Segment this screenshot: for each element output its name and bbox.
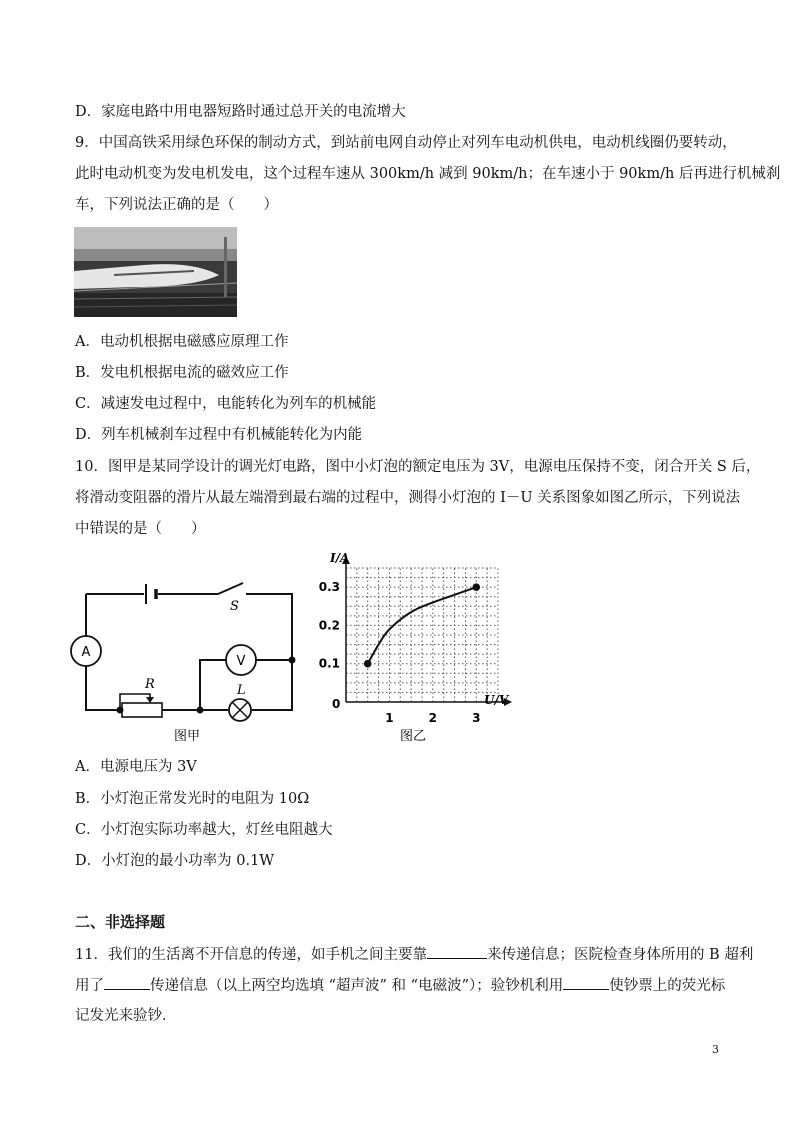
- page-number: 3: [712, 1043, 719, 1056]
- lamp-symbol: [229, 699, 251, 721]
- q9-option-c: C．减速发电过程中，电能转化为列车的机械能: [75, 396, 377, 412]
- q9-option-a: A．电动机根据电磁感应原理工作: [75, 334, 289, 350]
- chart-axes: [342, 556, 512, 706]
- q9-option-b: B．发电机根据电流的磁效应工作: [75, 365, 289, 381]
- x-tick-label: 2: [428, 711, 438, 725]
- q11-text-2b: 传递信息（以上两空均选填 “超声波” 和 “电磁波”）；验钞机利用: [150, 978, 564, 994]
- q11-blank-1[interactable]: [427, 944, 487, 959]
- x-tick-label: 3: [472, 711, 481, 725]
- q11-text-1b: 来传递信息；医院检查身体所用的 B 超利: [486, 947, 754, 963]
- q10-option-c: C．小灯泡实际功率越大，灯丝电阻越大: [75, 822, 333, 838]
- ammeter-symbol: [71, 636, 101, 666]
- voltmeter-symbol: [226, 645, 256, 675]
- q9-option-d: D．列车机械刹车过程中有机械能转化为内能: [75, 427, 363, 443]
- y-tick-label: 0.1: [318, 656, 340, 671]
- q11-text-2a: 用了: [75, 978, 104, 994]
- x-axis-label: U/V: [484, 693, 509, 707]
- circuit-diagram: [68, 570, 313, 750]
- switch-label: S: [230, 599, 239, 614]
- lamp-label: L: [237, 683, 246, 698]
- q11-text-1a: 11．我们的生活离不开信息的传递，如手机之间主要靠: [75, 947, 427, 963]
- train-photo: [74, 227, 237, 317]
- q10-option-d: D．小灯泡的最小功率为 0.1W: [75, 853, 275, 869]
- x-tick-label: 1: [385, 711, 394, 725]
- y-tick-label: 0.2: [318, 618, 340, 633]
- circuit-caption: 图甲: [174, 729, 201, 744]
- iu-graph: [318, 548, 518, 748]
- q11-line-3: 记发光来验钞．: [75, 1008, 177, 1024]
- ammeter-label: A: [81, 645, 91, 660]
- graph-caption: 图乙: [400, 729, 427, 744]
- q11-line-1: [75, 944, 753, 965]
- q10-stem-line-1: 10．图甲是某同学设计的调光灯电路，图中小灯泡的额定电压为 3V，电源电压保持不变，闭合开关 S 后，: [75, 459, 761, 475]
- q11-blank-2[interactable]: [104, 975, 150, 990]
- q8-option-d: D．家庭电路中用电器短路时通过总开关的电流增大: [75, 104, 406, 120]
- q11-blank-3[interactable]: [563, 975, 609, 990]
- q10-option-a: A．电源电压为 3V: [75, 759, 197, 775]
- q9-stem-line-1: 9．中国高铁采用绿色环保的制动方式，到站前电网自动停止对列车电动机供电，电动机线圈仍要转动，: [75, 135, 737, 151]
- curve-endpoint: [364, 660, 372, 668]
- q9-stem-line-2: 此时电动机变为发电机发电，这个过程车速从 300km/h 减到 90km/h；在车速小于 90km/h 后再进行机械刹: [75, 166, 781, 182]
- y-axis-label: I/A: [330, 551, 350, 565]
- q9-stem-line-3: 车，下列说法正确的是（ ）: [75, 197, 278, 213]
- section-heading: 二、非选择题: [75, 913, 166, 931]
- q11-line-2: [75, 975, 725, 996]
- q11-text-2c: 使钞票上的荧光标: [609, 978, 726, 994]
- voltmeter-label: V: [236, 654, 246, 669]
- origin-label: 0: [332, 697, 341, 711]
- y-tick-label: 0.3: [318, 580, 340, 595]
- q10-stem-line-2: 将滑动变阻器的滑片从最左端滑到最右端的过程中，测得小灯泡的 I－U 关系图象如图乙所示，下列说法: [75, 490, 741, 506]
- rheostat-label: R: [145, 677, 155, 692]
- q10-option-b: B．小灯泡正常发光时的电阻为 10Ω: [75, 791, 310, 807]
- curve-endpoint: [472, 583, 480, 591]
- chart-tick-labels: [319, 580, 481, 725]
- q10-stem-line-3: 中错误的是（ ）: [75, 521, 206, 537]
